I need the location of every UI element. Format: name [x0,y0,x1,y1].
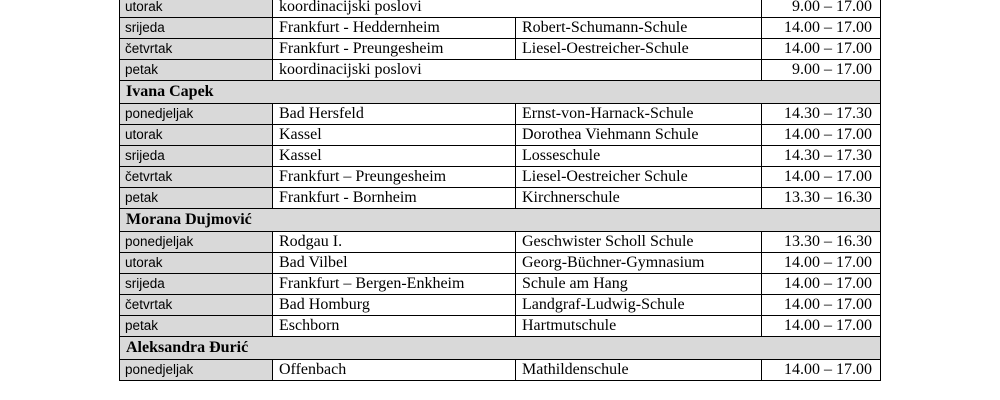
day-cell: ponedjeljak [120,104,273,125]
table-row [120,316,881,337]
teacher-header-row [120,81,881,104]
time-cell: 14.00 – 17.00 [762,167,881,188]
school-cell: Liesel-Oestreicher-Schule [516,39,762,60]
teacher-name: Morana Dujmović [120,209,881,232]
day-cell: srijeda [120,18,273,39]
teacher-name: Aleksandra Đurić [120,337,881,360]
teacher-header-row [120,209,881,232]
table-row [120,232,881,253]
table-row [120,104,881,125]
day-cell: petak [120,60,273,81]
table-row [120,167,881,188]
school-cell: Hartmutschule [516,316,762,337]
time-cell: 14.00 – 17.00 [762,295,881,316]
location-cell: Rodgau I. [273,232,516,253]
location-cell: koordinacijski poslovi [273,0,762,18]
school-cell: Robert-Schumann-Schule [516,18,762,39]
school-cell: Losseschule [516,146,762,167]
school-cell: Liesel-Oestreicher Schule [516,167,762,188]
table-row [120,0,881,18]
location-cell: Frankfurt – Preungesheim [273,167,516,188]
schedule-body [120,0,881,381]
location-cell: Kassel [273,146,516,167]
time-cell: 14.00 – 17.00 [762,39,881,60]
school-cell: Ernst-von-Harnack-Schule [516,104,762,125]
time-cell: 13.30 – 16.30 [762,188,881,209]
time-cell: 14.00 – 17.00 [762,316,881,337]
location-cell: Frankfurt – Bergen-Enkheim [273,274,516,295]
school-cell: Georg-Büchner-Gymnasium [516,253,762,274]
day-cell: petak [120,316,273,337]
school-cell: Landgraf-Ludwig-Schule [516,295,762,316]
time-cell: 14.00 – 17.00 [762,274,881,295]
table-row [120,274,881,295]
teacher-name: Ivana Capek [120,81,881,104]
school-cell: Mathildenschule [516,360,762,381]
location-cell: Frankfurt - Bornheim [273,188,516,209]
time-cell: 9.00 – 17.00 [762,0,881,18]
day-cell: utorak [120,0,273,18]
day-cell: ponedjeljak [120,232,273,253]
day-cell: četvrtak [120,295,273,316]
location-cell: Bad Vilbel [273,253,516,274]
table-row [120,188,881,209]
school-cell: Geschwister Scholl Schule [516,232,762,253]
table-row [120,39,881,60]
table-row [120,125,881,146]
day-cell: četvrtak [120,167,273,188]
day-cell: četvrtak [120,39,273,60]
table-row [120,18,881,39]
time-cell: 14.00 – 17.00 [762,360,881,381]
day-cell: utorak [120,125,273,146]
table-row [120,295,881,316]
location-cell: koordinacijski poslovi [273,60,762,81]
time-cell: 14.00 – 17.00 [762,253,881,274]
school-cell: Schule am Hang [516,274,762,295]
location-cell: Bad Hersfeld [273,104,516,125]
time-cell: 14.00 – 17.00 [762,18,881,39]
location-cell: Offenbach [273,360,516,381]
location-cell: Kassel [273,125,516,146]
table-row [120,253,881,274]
teacher-header-row [120,337,881,360]
time-cell: 14.30 – 17.30 [762,146,881,167]
time-cell: 13.30 – 16.30 [762,232,881,253]
time-cell: 14.30 – 17.30 [762,104,881,125]
day-cell: utorak [120,253,273,274]
day-cell: petak [120,188,273,209]
location-cell: Bad Homburg [273,295,516,316]
school-cell: Kirchnerschule [516,188,762,209]
location-cell: Frankfurt - Heddernheim [273,18,516,39]
location-cell: Eschborn [273,316,516,337]
table-row [120,360,881,381]
day-cell: ponedjeljak [120,360,273,381]
time-cell: 14.00 – 17.00 [762,125,881,146]
schedule-table [119,0,881,381]
day-cell: srijeda [120,146,273,167]
time-cell: 9.00 – 17.00 [762,60,881,81]
table-row [120,60,881,81]
school-cell: Dorothea Viehmann Schule [516,125,762,146]
day-cell: srijeda [120,274,273,295]
table-row [120,146,881,167]
location-cell: Frankfurt - Preungesheim [273,39,516,60]
